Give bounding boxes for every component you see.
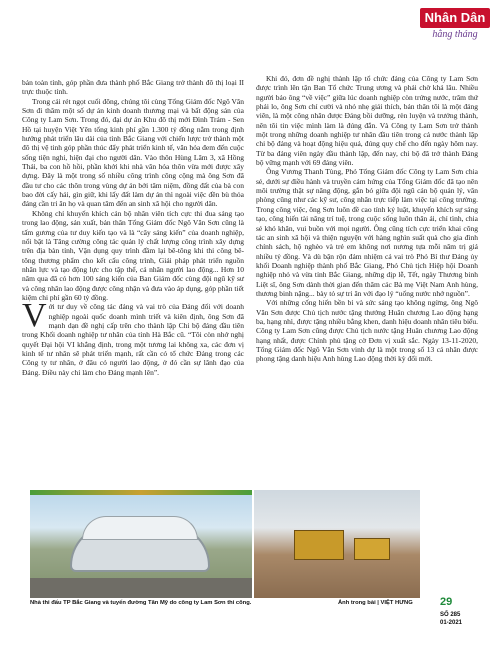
stadium-photo	[30, 490, 252, 598]
photo-caption-left: Nhà thi đấu TP Bắc Giang và tuyến đường Tân Mỹ do công ty Lam Sơn thi công.	[30, 600, 252, 606]
stadium-roof-shape	[82, 516, 198, 540]
paragraph-body: ới tư duy về công tác đảng và vai trò của Đảng đối với doanh nghiệp ngoài quốc doanh mình triết và kiên định, ông Sơn đã mạnh dạn đề nghị cấp trên cho thành lập Chi bộ đảng đầu tiên trong Khối doanh nghiệp tư nhân của tỉnh Hà Bắc cũ. “Tôi còn nhớ nghị quyết Đại hội VI khẳng định, trong một tương lai không xa, các đơn vị kinh tế tư nhân sẽ phát triển mạnh, rất cần có tổ chức Đảng trong các Công ty tư nhân, ở đâu có người lao động, ở đó cần sự lãnh đạo của Đảng. Điều này chỉ làm cho Đảng mạnh lên”.	[22, 302, 244, 377]
paragraph: Khi đó, đơn đề nghị thành lập tổ chức đảng của Công ty Lam Sơn được trình lên tận Ban Tổ chức Trung ương và phải chờ khá lâu. Nhiều người bảo ông “về việc” giữa lúc doanh nghiệp còn trứng nước, trăm thứ phải lo, ông Sơn chỉ cười và nhỏ nhẹ giải thích, bản thân tôi là một đảng viên, là một công nhân được Đảng bồi dưỡng, rèn luyện và trưởng thành, nên tôi tin việc mình làm là đúng đắn. Và Công ty Lam Sơn trở thành một trong những doanh nghiệp tư nhân đầu tiên trong cả nước thành lập chi bộ đảng và hoạt động hiệu quả, đúng quy chế cho đến ngày hôm nay. Từ ba đảng viên ngày đầu thành lập, đến nay, chi bộ đã trở thành Đảng bộ vững mạnh với 69 đảng viên.	[256, 74, 478, 168]
paragraph: Ông Vương Thanh Tùng, Phó Tổng Giám đốc Công ty Lam Sơn chia sẻ, dưới sự điều hành và truyền cảm hứng của Tổng Giám đốc đã tạo nên môi trường thật sự năng động, gắn bó giữa đội ngũ cán bộ quản lý, văn phòng cũng như các kỹ sư, công nhân trực tiếp làm việc tại công trường. Trong công việc, ông Sơn luôn đề cao tính kỷ luật, khuyến khích sự sáng tạo, công hiến tài năng trí tuệ, trong cuộc sống luôn thân ái, chỉ tình, chia sẻ khó khăn, vui buồn với mọi người. Ông cũng tích cực triển khai công tác an sinh xã hội và thiện nguyện với hàng nghìn suất quà cho gia đình chính sách, hộ nghèo và trẻ em không nơi nương tựa mỗi năm trị giá nhiều tỷ đồng. Và dù bận rộn đảm nhiệm cả vai trò Phó Bí thư Đảng ủy khối Doanh nghiệp thành phố Bắc Giang, Phó Chủ tịch Hiệp hội Doanh nghiệp nhỏ và vừa tỉnh Bắc Giang, những dịp lễ, Tết, ngày Thương binh Liệt sĩ, ông Sơn dành thời gian đến thăm các Bà mẹ Việt Nam Anh hùng, thương binh nặng... bày tỏ sự tri ân với đạo lý “uống nước nhớ nguồn”.	[256, 167, 478, 298]
page-number: 29	[440, 596, 453, 608]
road-shape	[30, 578, 252, 598]
issue-date: 01-2021	[440, 620, 463, 626]
masthead-logo	[420, 8, 490, 50]
truck-shape	[354, 538, 390, 560]
truck-shape	[294, 530, 344, 560]
right-text-column	[256, 74, 478, 364]
paragraph: Trong cái rét ngọt cuối đông, chúng tôi cùng Tổng Giám đốc Ngô Văn Sơn đi thăm một số dự án kinh doanh thương mại và bất động sản của Công ty Lam Sơn. Trong đó, đại dự án Khu đô thị mới Đình Trám - Sen Hồ tại huyện Việt Yên tổng kinh phí gần 1.300 tỷ đồng nằm trong định hướng phát triển lâu dài của tỉnh Bắc Giang với chiến lược trở thành một đô thị vệ tinh góp phần thúc đẩy phát triển kinh tế, văn hóa đem đến cuộc sống tiện nghi, hiện đại cho người dân. Vào thôn Hùng Lãm 3, xã Hồng Thái, ba con hồ hồi, phần khởi khi nhà văn hóa thôn vừa mới được xây dựng. Đây là một trong số nhiều công trình công cộng mà ông Sơn đã đầu tư cho các thôn trong vùng dự án bởi tâm niệm, đồng đất của bà con bao đời cấy hái, gìn giữ, khi lấy đất làm dự án thì ngoài việc đền bù thỏa đáng cần tri ân họ và quan tâm đến an sinh xã hội cho người dân.	[22, 96, 244, 209]
drop-cap-letter: V	[22, 297, 47, 335]
paragraph: bản toàn tỉnh, góp phần đưa thành phố Bắc Giang trở thành đô thị loại II trực thuộc tỉnh.	[22, 78, 244, 97]
logo-brand: Nhân Dân	[420, 8, 490, 28]
road-construction-photo	[254, 490, 420, 598]
paragraph: Với những cống hiến bền bỉ và sức sáng tạo không ngừng, ông Ngô Văn Sơn được Chủ tịch nước tặng thưởng Huân chương Lao động hạng ba, hạng nhì, được tặng nhiều bằng khen, danh hiệu doanh nhân tiêu biểu. Công ty Lam Sơn cũng được Chủ tịch nước tặng Huân chương Lao động hạng nhất, được Chính phủ tặng cờ Đơn vị xuất sắc. Ngày 13-11-2020, Tổng Giám đốc Ngô Văn Sơn vinh dự là một trong số 13 cá nhân được phong tặng danh hiệu Anh hùng Lao động thời kỳ đổi mới.	[256, 298, 478, 364]
left-text-column	[22, 78, 244, 377]
paragraph-dropcap	[22, 297, 244, 377]
issue-number: SỐ 285	[440, 612, 461, 618]
paragraph: Không chỉ khuyến khích cán bộ nhân viên tích cực thi đua sáng tạo trong lao động, sản xuất, bản thân Tổng Giám đốc Ngô Văn Sơn cũng là tấm gương của tư duy kiến tạo và là “cây sáng kiến” của doanh nghiệp, nổi bật là Tăng cường công tác quản lý chất lượng công trình xây dựng trên địa bàn tỉnh, Vận dụng quy trình đầm lại bê-tông khi thi công bê-tông thương phẩm cho kết cấu công trình, Giải pháp phát triển nguồn nhân lực và tạo động lực cho tập thể, cá nhân người lao động... Hơn 10 năm qua đã có hơn 100 sáng kiến của Ban Giám đốc cùng đội ngũ kỹ sư và công nhân lao động được công nhận và đưa vào áp dụng, góp phần tiết kiệm chi phí gần 60 tỷ đồng.	[22, 208, 244, 302]
photo-stripe	[30, 490, 252, 495]
photo-caption-right: Ảnh trong bài | VIỆT HƯNG	[338, 600, 413, 606]
logo-subtitle: hằng tháng	[432, 29, 478, 40]
